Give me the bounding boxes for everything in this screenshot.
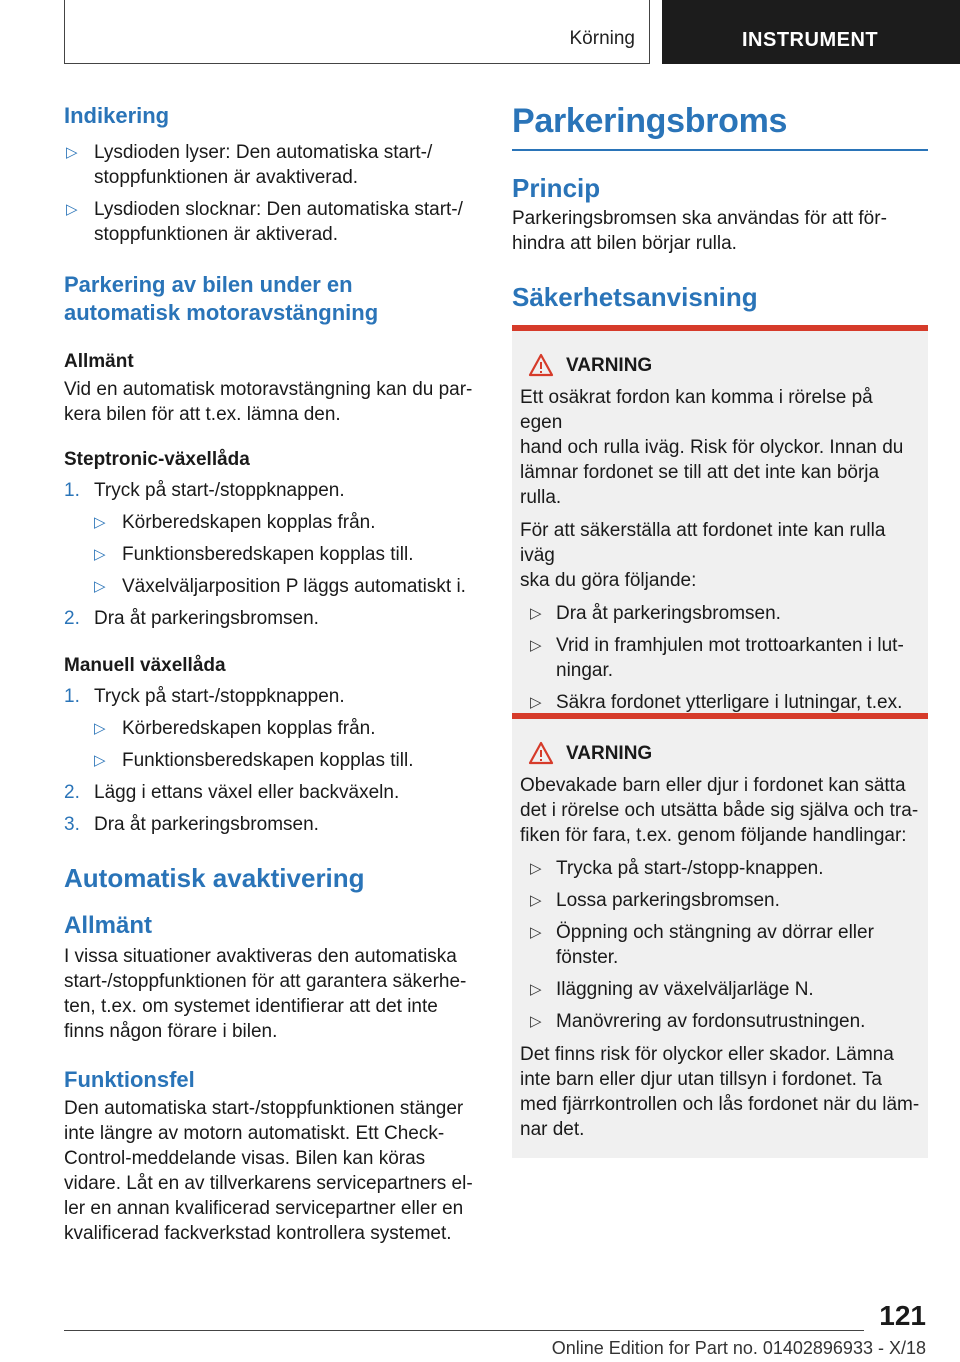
triangle-bullet-icon: ▷ [66,201,78,218]
heading-automatisk-avaktivering: Automatisk avaktivering [64,863,365,893]
subheading-steptronic: Steptronic-växellåda [64,449,250,470]
list-item: ▷ Lysdioden lyser: Den automatiska start-/ stoppfunktionen är avaktiverad. [66,142,433,188]
title-rule [512,149,928,151]
manuell-steps [64,684,476,709]
heading-princip: Princip [512,173,601,203]
warning-text: Det finns risk för olyckor eller skador. Lämna inte barn eller djur utan tillsyn i fordonet. Ta med fjärrkontrollen och lås fordonet när du läm- nar det. [520,1044,920,1140]
triangle-bullet-icon: ▷ [530,694,542,711]
triangle-bullet-icon: ▷ [530,860,542,877]
header-chapter-label: INSTRUMENT [742,29,879,51]
list-item: ▷ Dra åt parkeringsbromsen. [530,603,781,624]
paragraph-allmant-2: I vissa situationer avaktiveras den automatiska start-/stoppfunktionen för att garantera säkerhe- ten, t.ex. om systemet identifierar att det inte finns någon förare i bilen. [64,946,467,1042]
heading-allmant-2: Allmänt [64,912,153,939]
left-column [64,100,476,1246]
triangle-bullet-icon: ▷ [530,892,542,909]
triangle-bullet-icon: ▷ [530,605,542,622]
list-item: ▷ Trycka på start-/stopp-knappen. [530,858,824,879]
right-column [512,100,928,313]
paragraph-allmant: Vid en automatisk motoravstängning kan du par- kera bilen för att t.ex. lämna den. [64,379,473,425]
triangle-bullet-icon: ▷ [530,637,542,654]
warning-triangle-icon [528,741,554,765]
list-item: 3. Dra åt parkeringsbromsen. [64,814,319,835]
triangle-bullet-icon: ▷ [94,546,106,563]
list-item: ▷ Körberedskapen kopplas från. [94,512,376,533]
page-number: 121 [879,1300,926,1331]
triangle-bullet-icon: ▷ [530,981,542,998]
footer-edition: Online Edition for Part no. 01402896933 - X/18 [551,1338,926,1358]
list-item: ▷ Funktionsberedskapen kopplas till. [94,750,414,771]
list-item: 1. Tryck på start-/stoppknappen. [64,480,345,501]
triangle-bullet-icon: ▷ [530,924,542,941]
warning-text: Obevakade barn eller djur i fordonet kan sätta det i rörelse och utsätta både sig själva och tra- fiken för fara, t.ex. genom följande handlingar: [520,775,919,846]
footer-rule [64,1330,864,1331]
warning-title: VARNING [566,743,653,764]
warning-triangle-icon [528,353,554,377]
steptronic-steps-2 [64,606,476,631]
warning-header [520,741,920,769]
list-item: 1. Tryck på start-/stoppknappen. [64,686,345,707]
triangle-bullet-icon: ▷ [66,144,78,161]
list-item: ▷ Funktionsberedskapen kopplas till. [94,544,414,565]
warning-box-2 [512,713,928,1158]
list-item: ▷ Körberedskapen kopplas från. [94,718,376,739]
heading-indikering: Indikering [64,103,170,128]
list-item: ▷ Lossa parkeringsbromsen. [530,890,780,911]
list-item: ▷ Manövrering av fordonsutrustningen. [530,1011,866,1032]
heading-parkeringsbroms: Parkeringsbroms [512,102,788,140]
heading-funktionsfel: Funktionsfel [64,1067,195,1092]
header-chapter-tab [662,0,960,64]
manuell-steps-2 [64,780,476,837]
list-item: ▷ Vrid in framhjulen mot trottoarkanten i lut- ningar. [530,635,904,681]
warning-box-1 [512,325,928,756]
manuell-substeps [64,716,476,773]
triangle-bullet-icon: ▷ [94,578,106,595]
subheading-allmant: Allmänt [64,351,134,372]
list-item: ▷ Säkra fordonet ytterligare i lutningar, t.ex. [530,692,903,713]
list-item: ▷ Växelväljarposition P läggs automatiskt i. [94,576,466,597]
paragraph-funktionsfel: Den automatiska start-/stoppfunktionen stänger inte längre av motorn automatiskt. Ett Check- Control-meddelande visas. Bilen kan köras vidare. Låt en av tillverkarens servicepartners el- ler en annan kvalificerad servicepartner eller en kvalificerad fackverkstad kontrollera systemet. [64,1098,473,1244]
list-item: ▷ Öppning och stängning av dörrar eller fönster. [530,922,874,968]
list-item: ▷ Iläggning av växelväljarläge N. [530,979,814,1000]
warning-title: VARNING [566,355,653,376]
list-item: ▷ Lysdioden slocknar: Den automatiska start-/ stoppfunktionen är aktiverad. [66,199,463,245]
warning-text: Ett osäkrat fordon kan komma i rörelse på egen hand och rulla iväg. Risk för olyckor. Innan du lämnar fordonet se till att det inte kan börja rulla. [520,387,904,508]
steptronic-substeps [64,510,476,599]
warning-header [520,353,920,381]
warning-text: För att säkerställa att fordonet inte kan rulla iväg ska du göra följande: [520,520,886,591]
triangle-bullet-icon: ▷ [94,752,106,769]
warning-list [520,856,920,1034]
list-item: 2. Dra åt parkeringsbromsen. [64,608,319,629]
indikering-list [64,140,476,247]
header-section-label: Körning [569,28,635,49]
paragraph-princip: Parkeringsbromsen ska användas för att för- hindra att bilen börjar rulla. [512,208,887,254]
list-item: 2. Lägg i ettans växel eller backväxeln. [64,782,400,803]
triangle-bullet-icon: ▷ [94,514,106,531]
steptronic-steps [64,478,476,503]
heading-sakerhetsanvisning: Säkerhetsanvisning [512,282,758,312]
triangle-bullet-icon: ▷ [94,720,106,737]
triangle-bullet-icon: ▷ [530,1013,542,1030]
header-section-box [64,0,650,64]
heading-parkering: Parkering av bilen under en automatisk motoravstängning [64,272,379,325]
subheading-manuell: Manuell växellåda [64,655,226,676]
